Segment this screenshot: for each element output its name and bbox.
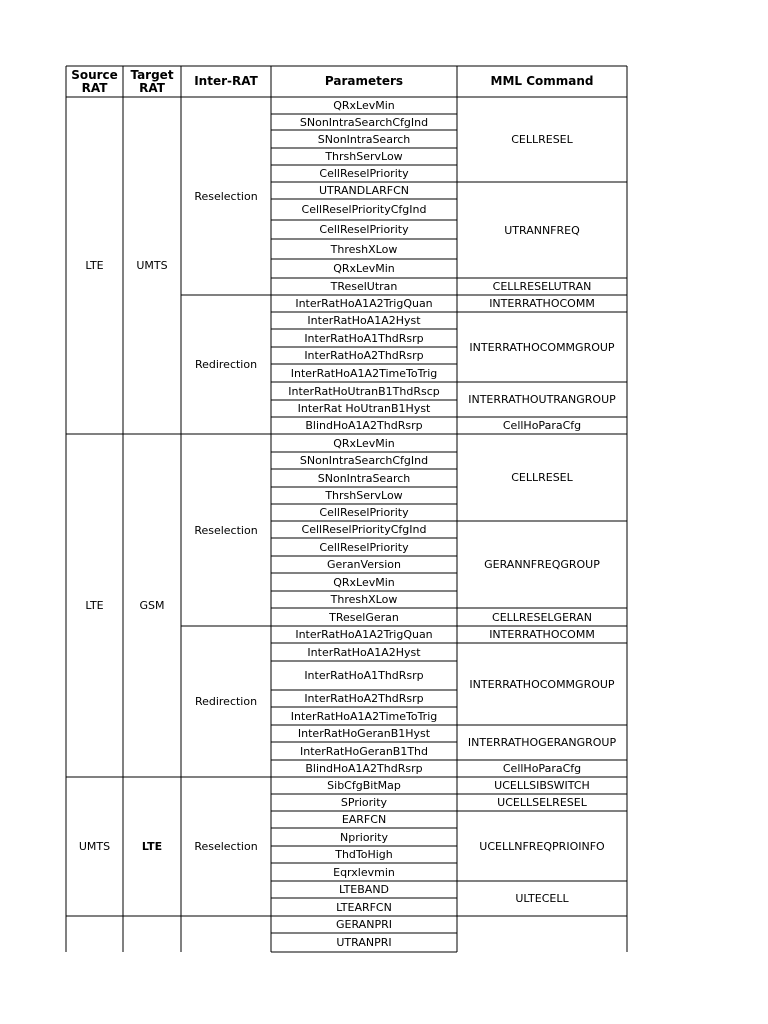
parameter-cell: Npriority [340,830,388,844]
header-parameters: Parameters [324,74,404,88]
mml-command-cell: INTERRATHOCOMM [489,297,595,310]
parameter-cell: QRxLevMin [333,575,395,589]
mml-command-cell: GERANNFREQGROUP [484,558,600,571]
inter-rat-cell: Reselection [194,523,258,537]
parameter-cell: QRxLevMin [333,262,395,275]
parameter-cell: ThrshServLow [325,150,403,163]
parameter-cell: ThreshXLow [330,242,398,256]
parameter-cell: Eqrxlevmin [333,865,395,879]
header-target-rat: Target RAT [130,67,174,95]
parameter-cell: CellReselPriority [319,223,409,236]
target-rat-cell: GSM [139,599,165,612]
parameter-cell: CellReselPriorityCfgInd [301,203,427,216]
parameter-cell: InterRatHoGeranB1Hyst [297,727,431,740]
parameter-cell: InterRat HoUtranB1Hyst [297,402,431,415]
mml-command-cell: INTERRATHOCOMM [489,628,595,641]
parameter-cell: BlindHoA1A2ThdRsrp [305,762,423,775]
parameter-cell: SNonIntraSearch [317,471,411,485]
inter-rat-cell: Redirection [194,358,258,371]
parameter-cell: InterRatHoA2ThdRsrp [304,692,424,705]
parameter-cell: SPriority [340,796,388,809]
parameter-cell: InterRatHoA2ThdRsrp [304,349,424,362]
parameter-cell: InterRatHoGeranB1Thd [299,744,429,758]
parameter-cell: InterRatHoA1ThdRsrp [304,331,424,345]
mml-command-cell: INTERRATHOGERANGROUP [467,736,617,749]
parameter-cell: InterRatHoA1A2TimeToTrig [290,366,438,380]
parameter-cell: InterRatHoA1A2Hyst [307,645,421,659]
parameter-cell: SibCfgBitMap [327,779,401,792]
mml-command-cell: UCELLNFREQPRIOINFO [479,839,605,853]
source-rat-cell: UMTS [78,840,111,853]
parameter-cell: InterRatHoA1A2Hyst [307,314,421,327]
header-source-rat: Source RAT [71,67,118,95]
mml-command-cell: UCELLSELRESEL [497,796,587,809]
parameter-cell: QRxLevMin [333,436,395,450]
parameter-cell: ThreshXLow [330,593,398,606]
target-rat-cell: LTE [141,840,163,853]
parameter-cell: CellReselPriority [319,506,409,519]
parameter-cell: SNonIntraSearchCfgInd [299,454,429,467]
parameter-cell: InterRatHoA1A2TrigQuan [295,297,433,310]
parameter-cell: CellReselPriorityCfgInd [301,523,427,536]
mml-command-cell: CELLRESEL [511,133,573,146]
parameter-cell: SNonIntraSearchCfgInd [299,115,429,129]
source-rat-cell: LTE [85,259,104,272]
parameter-cell: UTRANPRI [336,936,392,949]
parameter-cell: InterRatHoUtranB1ThdRscp [288,384,440,398]
inter-rat-cell: Redirection [194,695,258,708]
mml-command-cell: INTERRATHOUTRANGROUP [468,393,616,406]
parameter-cell: InterRatHoA1A2TimeToTrig [290,709,438,723]
mml-command-cell: INTERRATHOCOMMGROUP [469,340,615,354]
parameter-cell: ThdToHigh [335,848,393,861]
inter-rat-cell: Reselection [194,840,258,853]
parameter-cell: CellReselPriority [319,167,409,180]
mml-command-cell: CELLRESEL [511,471,573,484]
parameter-cell: TReselGeran [329,610,399,624]
parameter-cell: EARFCN [341,813,387,826]
parameter-cell: GeranVersion [327,558,401,571]
target-rat-cell: UMTS [136,259,168,272]
header-mml-command: MML Command [490,74,594,88]
parameter-cell: LTEBAND [338,883,390,896]
mml-command-cell: CellHoParaCfg [502,419,582,432]
parameter-cell: UTRANDLARFCN [319,184,409,197]
parameter-cell: ThrshServLow [325,489,403,502]
parameter-cell: TReselUtran [330,280,398,293]
mml-command-cell: CELLRESELGERAN [492,610,592,624]
mml-command-cell: UTRANNFREQ [504,223,580,237]
header-inter-rat: Inter-RAT [194,74,258,88]
inter-rat-cell: Reselection [194,189,258,203]
parameter-cell: SNonIntraSearch [317,132,411,146]
mml-command-cell: INTERRATHOCOMMGROUP [469,677,615,691]
parameter-cell: GERANPRI [336,918,392,931]
mml-command-cell: UCELLSIBSWITCH [494,779,590,792]
mml-command-cell: CellHoParaCfg [502,762,582,775]
mml-command-cell: CELLRESELUTRAN [492,280,592,293]
parameter-cell: InterRatHoA1ThdRsrp [304,669,424,682]
parameter-cell: QRxLevMin [333,99,395,112]
parameter-cell: CellReselPriority [319,540,409,554]
parameter-cell: LTEARFCN [336,900,392,914]
parameter-cell: BlindHoA1A2ThdRsrp [305,419,423,432]
parameter-cell: InterRatHoA1A2TrigQuan [295,628,433,641]
source-rat-cell: LTE [85,599,104,612]
mml-command-cell: ULTECELL [515,892,569,905]
